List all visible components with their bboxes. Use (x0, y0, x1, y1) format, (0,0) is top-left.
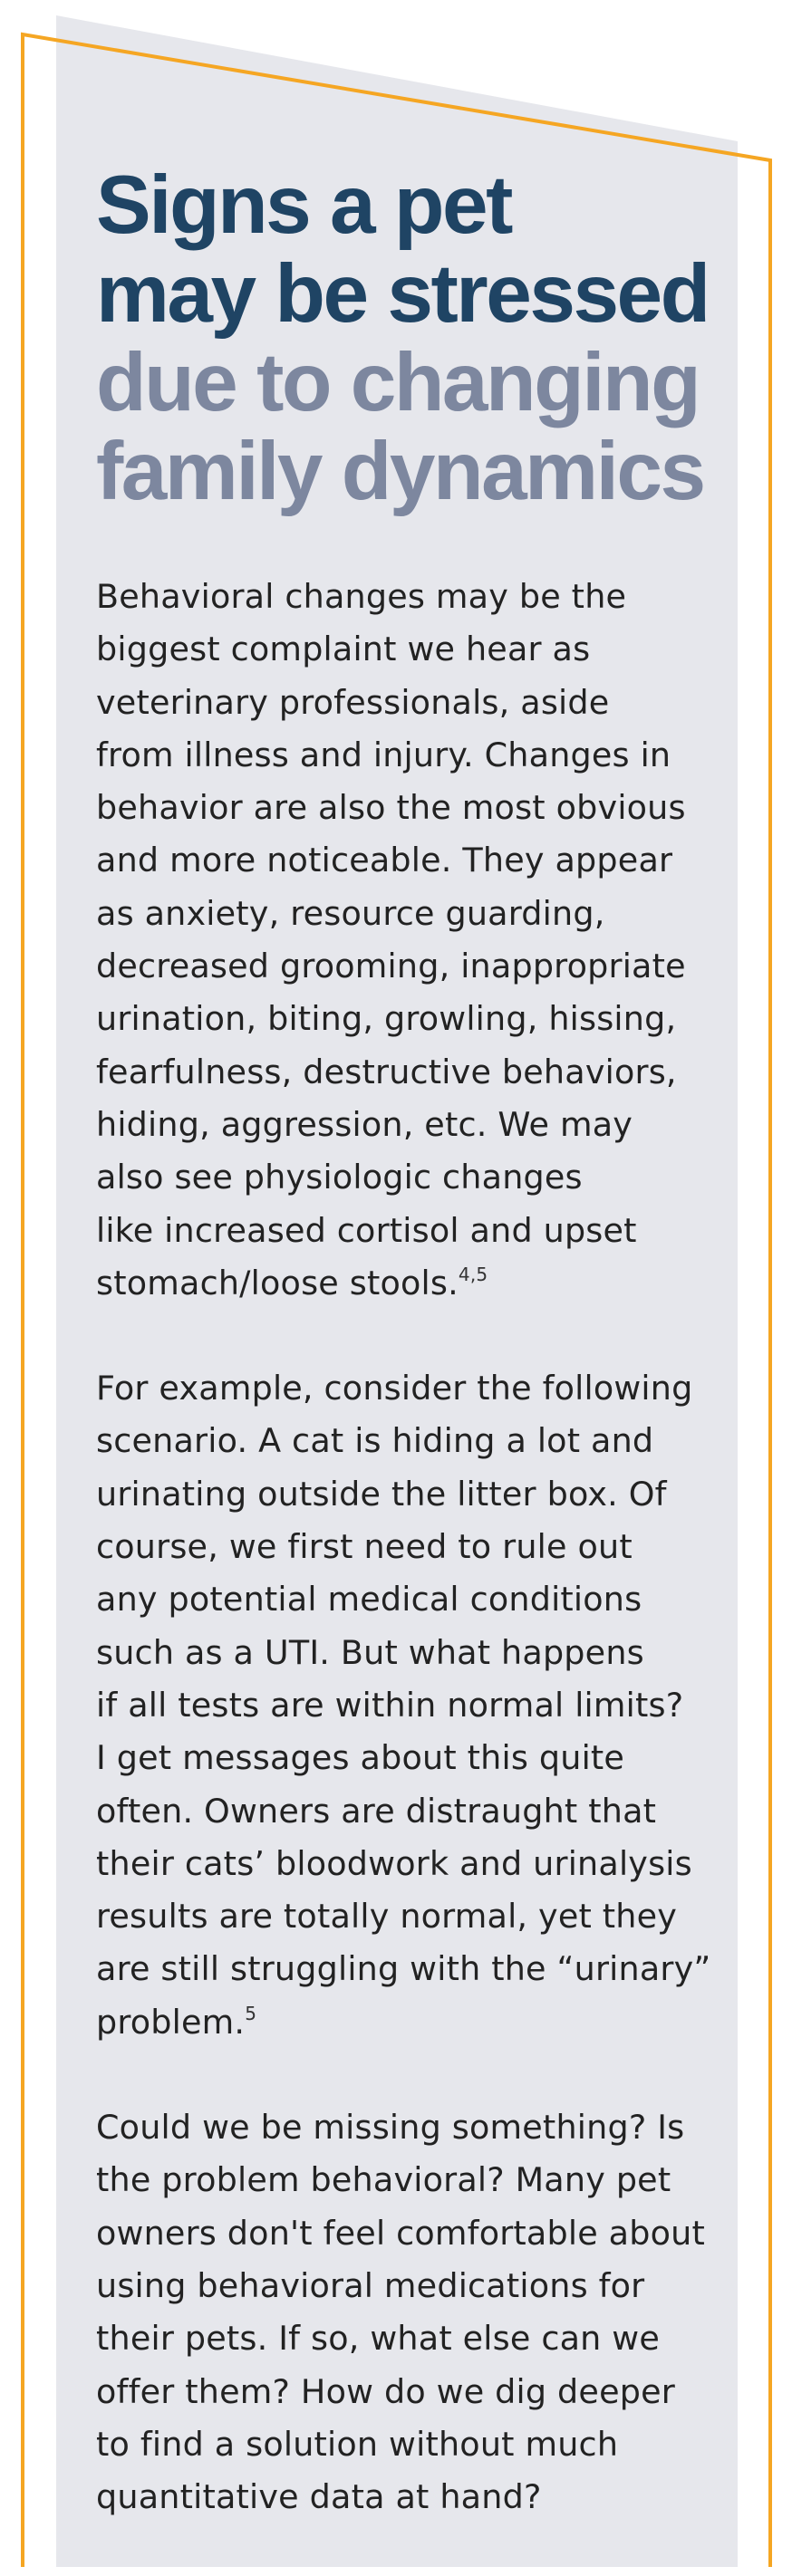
paragraph-line: as anxiety, resource guarding, (96, 893, 605, 933)
paragraph-line: the problem behavioral? Many pet (96, 2160, 671, 2200)
body-text (96, 571, 712, 2523)
title-line-1: Signs a pet (96, 159, 511, 251)
paragraph-line: also see physiologic changes (96, 1158, 583, 1197)
paragraph-line-last (96, 1257, 712, 1310)
paragraph-line: to find a solution without much (96, 2424, 619, 2464)
paragraph-line: owners don't feel comfortable about (96, 2213, 705, 2253)
paragraph-line: using behavioral medications for (96, 2265, 645, 2305)
sidebar-title (96, 161, 712, 516)
paragraph-line: and more noticeable. They appear (96, 841, 673, 880)
paragraph-line: are still struggling with the “urinary” (96, 1949, 711, 1989)
paragraph-line: Behavioral changes may be the (96, 577, 627, 616)
paragraph-line: their cats’ bloodwork and urinalysis (96, 1843, 692, 1883)
paragraph-line: Could we be missing something? Is (96, 2108, 685, 2148)
paragraph-line-last (96, 1996, 712, 2049)
title-line-4: family dynamics (96, 426, 704, 517)
paragraph-line: their pets. If so, what else can we (96, 2319, 660, 2359)
paragraph-line: scenario. A cat is hiding a lot and (96, 1421, 654, 1461)
paragraph-line: often. Owners are distraught that (96, 1791, 657, 1831)
sidebar-content (96, 161, 712, 2576)
paragraph-line-text: problem. (96, 2002, 246, 2042)
paragraph-line: biggest complaint we hear as (96, 630, 591, 669)
paragraph-line: For example, consider the following (96, 1369, 693, 1408)
paragraph-line-text: stomach/loose stools. (96, 1263, 459, 1302)
reference-superscript: 4,5 (458, 1263, 488, 1285)
paragraph-line: results are totally normal, yet they (96, 1897, 678, 1937)
title-line-2: may be stressed (96, 248, 709, 340)
paragraph-line: behavior are also the most obvious (96, 788, 686, 828)
paragraph-1 (96, 571, 712, 1310)
paragraph-line: offer them? How do we dig deeper (96, 2371, 675, 2411)
paragraph-line: like increased cortisol and upset (96, 1210, 637, 1250)
paragraph-line: decreased grooming, inappropriate (96, 947, 686, 986)
paragraph-2 (96, 1362, 712, 2049)
paragraph-line: urinating outside the litter box. Of (96, 1474, 667, 1514)
paragraph-line: hiding, aggression, etc. We may (96, 1104, 633, 1144)
paragraph-line: fearfulness, destructive behaviors, (96, 1052, 677, 1091)
paragraph-line: I get messages about this quite (96, 1738, 625, 1778)
paragraph-line: urination, biting, growling, hissing, (96, 999, 677, 1039)
paragraph-line: any potential medical conditions (96, 1580, 642, 1620)
paragraph-line: such as a UTI. But what happens (96, 1632, 644, 1672)
paragraph-line: course, we first need to rule out (96, 1527, 633, 1567)
reference-superscript: 5 (245, 2002, 257, 2024)
paragraph-line: veterinary professionals, aside (96, 682, 610, 722)
title-line-3: due to changing (96, 337, 700, 428)
paragraph-line: if all tests are within normal limits? (96, 1685, 684, 1725)
paragraph-line: quantitative data at hand? (96, 2477, 542, 2517)
paragraph-3 (96, 2101, 712, 2523)
paragraph-line: from illness and injury. Changes in (96, 735, 671, 774)
